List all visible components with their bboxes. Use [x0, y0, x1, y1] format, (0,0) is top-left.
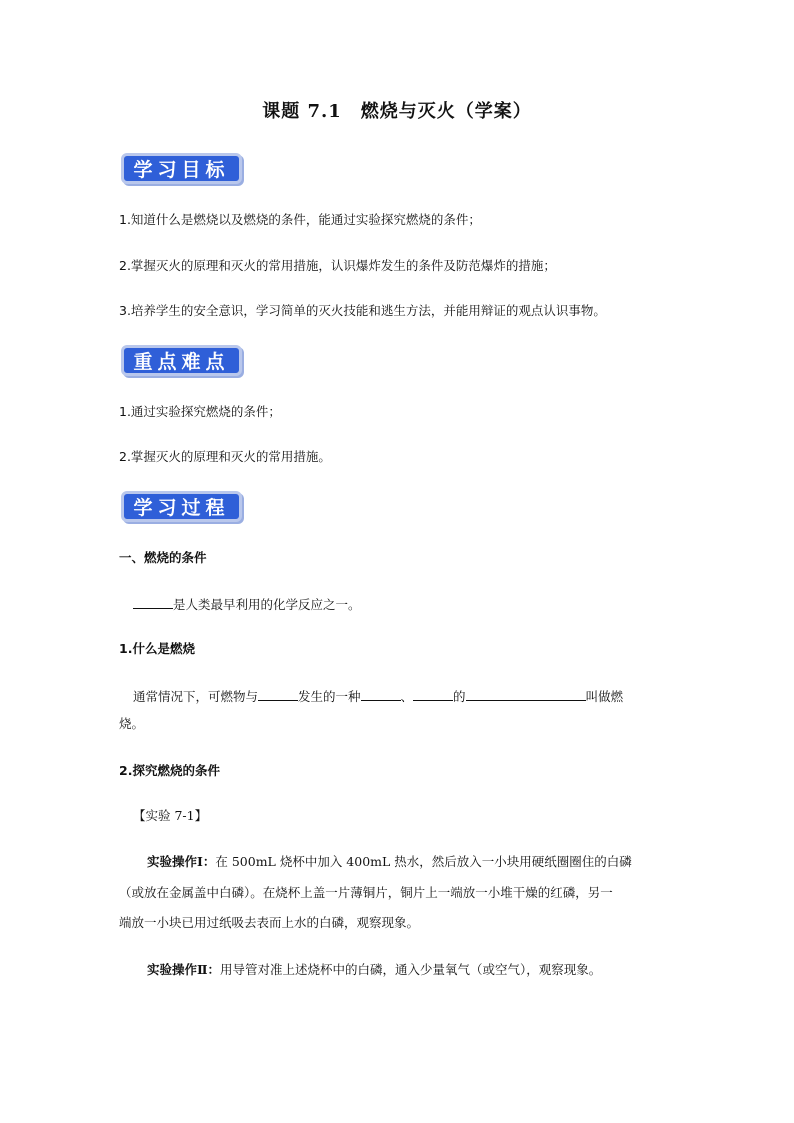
answer-blank — [466, 686, 586, 701]
section-badge-process: 学习过程 — [121, 491, 242, 522]
section-badge-goals: 学习目标 — [121, 153, 242, 184]
goal-item-1: 1.知道什么是燃烧以及燃烧的条件，能通过实验探究燃烧的条件； — [119, 212, 481, 227]
heading-combustion-conditions: 一、燃烧的条件 — [119, 550, 207, 565]
operation-1-label: 实验操作Ⅰ： — [147, 854, 216, 869]
fill-text-suffix: 是人类最早利用的化学反应之一。 — [173, 597, 361, 612]
definition-text: 通常情况下，可燃物与 — [133, 689, 259, 704]
goal-item-2: 2.掌握灭火的原理和灭火的常用措施，认识爆炸发生的条件及防范爆炸的措施； — [119, 258, 556, 273]
section-badge-key-points: 重点难点 — [121, 345, 242, 376]
definition-line-1 — [133, 686, 693, 706]
definition-text: 叫做燃 — [585, 689, 624, 704]
definition-text: 、 — [400, 689, 414, 704]
operation-2-text: 用导管对准上述烧杯中的白磷，通入少量氧气（或空气），观察现象。 — [220, 962, 602, 977]
key-point-item-2: 2.掌握灭火的原理和灭火的常用措施。 — [119, 449, 331, 464]
operation-2-label: 实验操作Ⅱ： — [147, 962, 221, 977]
operation-1-text: 在 500mL 烧杯中加入 400mL 热水，然后放入一小块用硬纸圈圈住的白磷 — [215, 854, 632, 869]
fill-blank-line-1 — [133, 594, 693, 614]
goal-item-3: 3.培养学生的安全意识，学习简单的灭火技能和逃生方法，并能用辩证的观点认识事物。 — [119, 303, 606, 318]
operation-1-line-3: 端放一小块已用过纸吸去表而上水的白磷，观察现象。 — [119, 915, 420, 930]
answer-blank — [258, 686, 298, 701]
operation-2-line — [147, 961, 707, 979]
definition-text: 发生的一种 — [298, 689, 361, 704]
operation-1-line-1 — [147, 853, 707, 871]
answer-blank — [361, 686, 401, 701]
operation-1-line-2: （或放在金属盖中白磷）。在烧杯上盖一片薄铜片，铜片上一端放一小堆干燥的红磷，另一 — [119, 885, 613, 900]
definition-text: 的 — [453, 689, 466, 704]
answer-blank — [413, 686, 453, 701]
definition-line-2: 烧。 — [119, 716, 145, 731]
experiment-label: 【实验 7-1】 — [133, 808, 208, 823]
page-title: 课题 7.1 燃烧与灭火（学案） — [262, 101, 532, 122]
answer-blank — [133, 594, 173, 609]
key-point-item-1: 1.通过实验探究燃烧的条件； — [119, 404, 281, 419]
subheading-what-is-combustion: 1.什么是燃烧 — [119, 641, 195, 656]
subheading-explore-conditions: 2.探究燃烧的条件 — [119, 763, 220, 778]
